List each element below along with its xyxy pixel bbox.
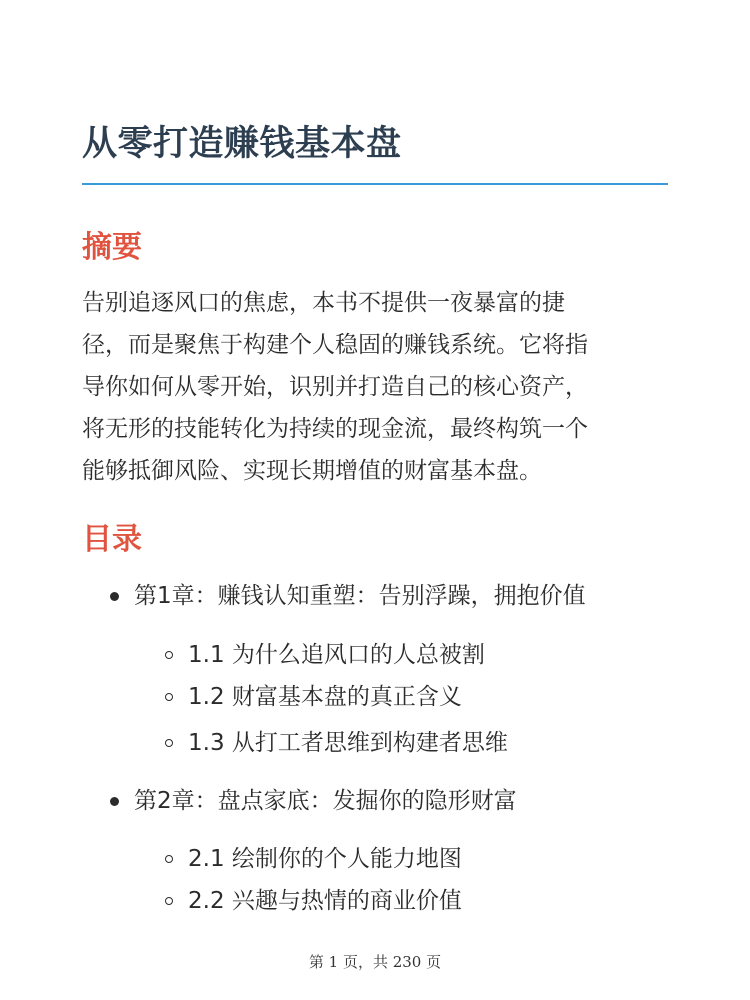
bullet-circle-icon [165,897,173,905]
bullet-circle-icon [165,693,173,701]
document-title: 从零打造赚钱基本盘 [82,124,402,164]
toc-heading: 目录 [82,522,142,557]
bullet-disc-icon [110,797,119,806]
bullet-circle-icon [165,651,173,659]
toc-section-1-2[interactable]: 1.2 财富基本盘的真正含义 [188,684,462,710]
page-number-footer: 第 1 页，共 230 页 [308,953,442,971]
toc-section-2-2[interactable]: 2.2 兴趣与热情的商业价值 [188,888,462,914]
toc-chapter-1[interactable]: 第1章：赚钱认知重塑：告别浮躁，拥抱价值 [134,583,586,609]
summary-line: 能够抵御风险、实现长期增值的财富基本盘。 [82,458,542,484]
bullet-disc-icon [110,592,119,601]
title-divider [82,183,668,185]
summary-line: 径，而是聚焦于构建个人稳固的赚钱系统。它将指 [82,332,588,358]
summary-heading: 摘要 [82,230,142,265]
toc-section-1-1[interactable]: 1.1 为什么追风口的人总被割 [188,642,485,668]
toc-chapter-2[interactable]: 第2章：盘点家底：发掘你的隐形财富 [134,788,517,814]
bullet-circle-icon [165,739,173,747]
toc-section-2-1[interactable]: 2.1 绘制你的个人能力地图 [188,846,462,872]
summary-line: 告别追逐风口的焦虑，本书不提供一夜暴富的捷 [82,290,565,316]
bullet-circle-icon [165,855,173,863]
toc-section-1-3[interactable]: 1.3 从打工者思维到构建者思维 [188,730,508,756]
document-page [82,0,668,1000]
summary-line: 将无形的技能转化为持续的现金流，最终构筑一个 [82,416,588,442]
summary-paragraph [82,282,668,492]
summary-line: 导你如何从零开始，识别并打造自己的核心资产， [82,374,588,400]
